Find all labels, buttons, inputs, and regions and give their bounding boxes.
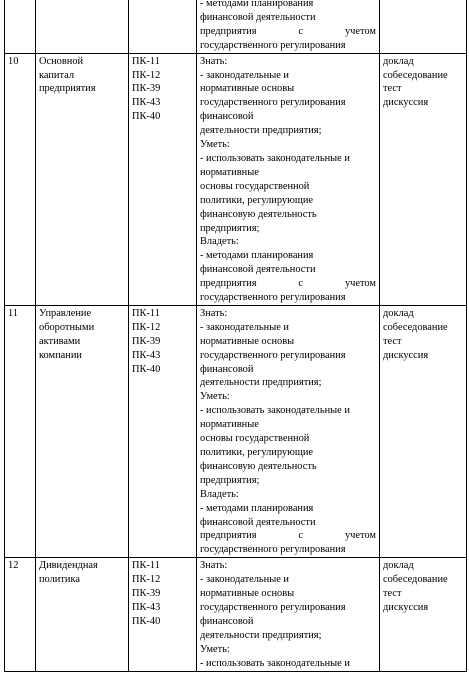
content-line: - методами планирования [200,502,314,514]
content-word: с [298,530,304,542]
assessment-form: доклад [383,560,414,572]
row-number-cell [5,53,36,305]
content-line: финансовой [200,111,254,123]
assessment-cell [380,558,467,671]
topic-cell [36,0,129,53]
topic-cell [36,305,129,557]
row-number-cell [5,558,36,671]
assessment-form: тест [383,588,402,600]
topic-line: Основной [39,55,84,67]
topic-cell [36,558,129,671]
content-line: - законодательные и [200,321,289,333]
competency-code: ПК-12 [132,574,161,586]
assessment-cell [380,305,467,557]
assessment-cell [380,53,467,305]
content-line: государственного регулирования [200,97,346,109]
content-line: нормативные [200,419,259,431]
content-line: Знать: [200,55,228,67]
content-line: финансовой [200,363,254,375]
content-word: учетом [344,25,376,37]
assessment-form: дискуссия [383,349,429,361]
competency-code: ПК-39 [132,588,161,600]
content-line: государственного регулирования [200,601,346,613]
content-line: Знать: [200,307,228,319]
content-line [200,277,376,291]
content-line: государственного регулирования [200,292,346,304]
content-line: - использовать законодательные и [200,152,350,164]
content-word: предприятия [200,530,257,542]
content-line: Знать: [200,560,228,572]
content-line: деятельности предприятия; [200,377,322,389]
assessment-form: тест [383,83,402,95]
table-row [5,305,467,557]
content-cell [197,0,380,53]
content-line: Владеть: [200,236,239,248]
competency-code: ПК-40 [132,111,161,123]
content-line: Уметь: [200,391,230,403]
content-line: Владеть: [200,488,239,500]
competency-code: ПК-43 [132,601,161,613]
curriculum-table [4,0,467,672]
content-line: основы государственной [200,433,310,445]
competency-code: ПК-11 [132,55,160,67]
content-word: с [298,278,304,290]
content-line: нормативные [200,166,259,178]
competencies-cell [129,558,197,671]
content-cell [197,558,380,671]
row-number: 10 [8,55,19,67]
topic-line: капитал [39,69,75,81]
content-line: финансовой деятельности [200,264,316,276]
competency-code: ПК-39 [132,83,161,95]
content-line: государственного регулирования [200,544,346,556]
curriculum-table-body [5,0,467,671]
topic-line: Дивидендная [39,560,98,572]
assessment-form: собеседование [383,321,448,333]
competency-code: ПК-40 [132,363,161,375]
content-line: основы государственной [200,180,310,192]
content-line: финансовую деятельность [200,460,317,472]
competency-code: ПК-12 [132,69,161,81]
competency-code: ПК-43 [132,349,161,361]
topic-line: политика [39,574,80,586]
content-word: учетом [344,278,376,290]
content-line: - методами планирования [200,0,314,9]
content-line: - использовать законодательные и [200,657,350,669]
content-line: финансовой деятельности [200,11,316,23]
content-line: - законодательные и [200,69,289,81]
assessment-form: собеседование [383,69,448,81]
content-line: финансовую деятельность [200,208,317,220]
content-line: финансовой [200,615,254,627]
competencies-cell [129,53,197,305]
content-line: - методами планирования [200,250,314,262]
competency-code: ПК-11 [132,560,160,572]
competency-code: ПК-43 [132,97,161,109]
assessment-form: доклад [383,55,414,67]
content-line: Уметь: [200,643,230,655]
competency-code: ПК-40 [132,615,161,627]
content-word: предприятия [200,25,257,37]
assessment-form: дискуссия [383,601,429,613]
table-row [5,0,467,53]
content-line: предприятия; [200,474,260,486]
row-number-cell [5,0,36,53]
content-line [200,25,376,39]
content-line: политики, регулирующие [200,447,314,458]
content-line: нормативные основы [200,83,295,95]
content-line: нормативные основы [200,335,295,347]
competency-code: ПК-11 [132,307,160,319]
row-number: 12 [8,560,19,572]
competency-code: ПК-39 [132,335,161,347]
assessment-form: дискуссия [383,97,429,109]
row-number: 11 [8,307,19,319]
content-line: нормативные основы [200,588,295,600]
competencies-cell [129,0,197,53]
assessment-cell [380,0,467,53]
content-word: предприятия [200,278,257,290]
table-row [5,558,467,671]
content-line: деятельности предприятия; [200,125,322,137]
content-line: политики, регулирующие [200,194,314,206]
assessment-form: собеседование [383,574,448,586]
topic-line: предприятия [39,83,96,95]
content-line: государственного регулирования [200,349,346,361]
content-line: государственного регулирования [200,39,346,51]
content-line: деятельности предприятия; [200,629,322,641]
content-word: учетом [344,530,376,542]
topic-line: активами [39,335,81,347]
content-line [200,529,376,543]
assessment-form: доклад [383,307,414,319]
row-number-cell [5,305,36,557]
content-line: предприятия; [200,222,260,234]
topic-line: оборотными [39,321,95,333]
assessment-form: тест [383,335,402,347]
content-line: Уметь: [200,139,230,151]
topic-line: компании [39,349,82,361]
topic-line: Управление [39,307,92,319]
content-line: финансовой деятельности [200,516,316,528]
content-cell [197,53,380,305]
content-cell [197,305,380,557]
content-line: - использовать законодательные и [200,405,350,417]
competency-code: ПК-12 [132,321,161,333]
content-line: - законодательные и [200,574,289,586]
table-row [5,53,467,305]
topic-cell [36,53,129,305]
content-word: с [298,25,304,37]
competencies-cell [129,305,197,557]
